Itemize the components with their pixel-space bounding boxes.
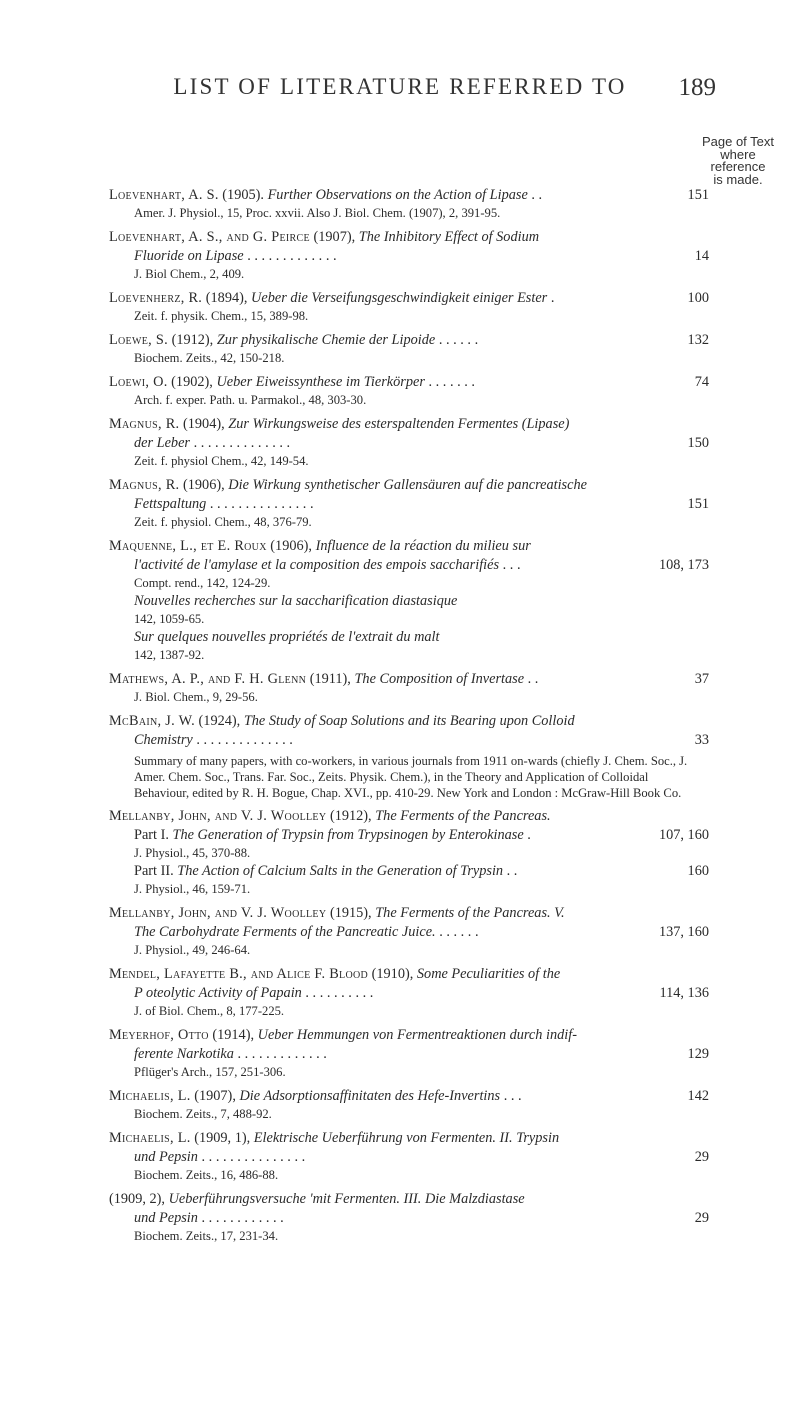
entry-author: McBain, J. W. bbox=[109, 713, 195, 729]
entry-title-continued bbox=[109, 1148, 709, 1167]
entry-source: Zeit. f. physik. Chem., 15, 389-98. bbox=[134, 309, 309, 323]
reference-entry bbox=[109, 186, 709, 222]
entry-title: The Ferments of the Pancreas. bbox=[375, 808, 551, 824]
entry-page-ref: 151 bbox=[687, 496, 709, 512]
entry-author: Loevenhart, A. S. bbox=[109, 187, 219, 203]
entry-year: (1907), bbox=[313, 229, 356, 245]
entry-author: Loewe, S. bbox=[109, 332, 168, 348]
entry-title: The Generation of Trypsin from Trypsinogen by Enterokinase bbox=[172, 827, 524, 843]
entry-author: Loevenherz, R. bbox=[109, 290, 203, 306]
entry-author: Mendel, Lafayette B., and Alice F. Blood bbox=[109, 966, 369, 982]
entry-heading bbox=[109, 186, 709, 205]
entry-author: Mathews, A. P., and F. H. Glenn bbox=[109, 671, 307, 687]
entry-page-ref: 29 bbox=[694, 1149, 709, 1165]
leader-dots: . . . . . . . . . . . . . . bbox=[193, 435, 291, 451]
leader-dots: . . . bbox=[502, 557, 521, 573]
leader-dots: . . . bbox=[503, 1088, 522, 1104]
entry-title: Zur Wirkungsweise des esterspaltenden Fermentes (Lipase) bbox=[228, 416, 570, 432]
reference-entry bbox=[109, 289, 709, 325]
entry-author: Magnus, R. bbox=[109, 416, 180, 432]
entry-author: Meyerhof, Otto bbox=[109, 1027, 209, 1043]
entry-page-ref: 74 bbox=[694, 374, 709, 390]
reference-entry bbox=[109, 965, 709, 1020]
column-note-line: Page of Text bbox=[701, 134, 775, 149]
entry-page-ref: 132 bbox=[687, 332, 709, 348]
entry-title: The Inhibitory Effect of Sodium bbox=[358, 229, 540, 245]
leader-dots: . bbox=[527, 827, 531, 843]
entry-page-ref: 129 bbox=[687, 1046, 709, 1062]
entry-heading bbox=[109, 289, 709, 308]
entry-author: Mellanby, John, and V. J. Woolley bbox=[109, 808, 327, 824]
reference-entry bbox=[109, 712, 709, 801]
entry-page-ref: 114, 136 bbox=[659, 985, 709, 1001]
part-label: Part I. bbox=[134, 827, 169, 843]
entry-heading bbox=[109, 373, 709, 392]
column-note-line: is made. bbox=[713, 171, 763, 187]
entry-author: Michaelis, L. bbox=[109, 1088, 191, 1104]
entry-title-continued bbox=[109, 556, 709, 575]
column-note-line: reference bbox=[710, 159, 766, 174]
entry-heading bbox=[109, 537, 709, 556]
entry-page-ref: 100 bbox=[687, 290, 709, 306]
page-column-note bbox=[678, 136, 798, 186]
entry-source: Biochem. Zeits., 16, 486-88. bbox=[134, 1168, 279, 1182]
entry-year: (1915), bbox=[329, 905, 372, 921]
entry-source: Biochem. Zeits., 7, 488-92. bbox=[134, 1107, 272, 1121]
entry-year: (1912), bbox=[171, 332, 214, 348]
running-header bbox=[0, 74, 800, 106]
entry-year: (1907), bbox=[194, 1088, 236, 1104]
entry-year: (1902), bbox=[171, 374, 213, 390]
leader-dots: . . . . . . . bbox=[428, 374, 475, 390]
entry-title-continued bbox=[109, 1209, 709, 1228]
entry-title-continued bbox=[109, 495, 709, 514]
entry-author: Michaelis, L. bbox=[109, 1130, 191, 1146]
entry-source: Arch. f. exper. Path. u. Parmakol., 48, 303-30. bbox=[134, 393, 367, 407]
entry-heading bbox=[109, 1190, 709, 1209]
entry-heading bbox=[109, 807, 709, 826]
reference-entry bbox=[109, 415, 709, 470]
entry-heading bbox=[109, 415, 709, 434]
entry-page-ref: 29 bbox=[694, 1210, 709, 1226]
entry-summary: Summary of many papers, with co-workers, in various journals from 1911 on-wards (chiefly J. Chem. Soc., J. Amer. Chem. Soc., Trans. Far. Soc., Zeits. Physik. Chem.), in the Theory and Application of Colloidal Behaviour, edited by R. H. Bogue, Chap. XVI., pp. 410-29. New York and London : McGraw-Hill Book Co. bbox=[134, 754, 688, 800]
reference-entry bbox=[109, 476, 709, 531]
reference-entry bbox=[109, 1026, 709, 1081]
entry-source: Compt. rend., 142, 124-29. bbox=[134, 576, 271, 590]
entry-page-ref: 33 bbox=[694, 732, 709, 748]
entry-page-ref: 160 bbox=[687, 863, 709, 879]
entry-author: Loevenhart, A. S., and G. Peirce bbox=[109, 229, 310, 245]
entry-title: Elektrische Ueberführung von Fermenten. II. Trypsin bbox=[253, 1130, 560, 1146]
entry-year: (1904), bbox=[183, 416, 225, 432]
entry-title-continued bbox=[109, 1045, 709, 1064]
entry-heading bbox=[109, 1026, 709, 1045]
reference-entry bbox=[109, 1190, 709, 1245]
entry-heading bbox=[109, 228, 709, 247]
leader-dots: . . . . . . . . . . . . . bbox=[237, 1046, 327, 1062]
leader-dots: . . . . . . bbox=[438, 332, 479, 348]
entry-title: The Composition of Invertase bbox=[354, 671, 525, 687]
entry-extra-title: Sur quelques nouvelles propriétés de l'extrait du malt bbox=[134, 629, 440, 645]
entry-year: (1914), bbox=[212, 1027, 255, 1043]
entry-title: Fettspaltung bbox=[134, 496, 207, 512]
entry-heading bbox=[109, 965, 709, 984]
entry-page-ref: 150 bbox=[687, 435, 709, 451]
page-number: 189 bbox=[678, 74, 716, 101]
leader-dots: . . bbox=[506, 863, 518, 879]
entry-author: Magnus, R. bbox=[109, 477, 180, 493]
entry-title: ferente Narkotika bbox=[134, 1046, 234, 1062]
entry-title: Ueber Eiweissynthese im Tierkörper bbox=[216, 374, 425, 390]
entry-author: Loewi, O. bbox=[109, 374, 168, 390]
reference-entry bbox=[109, 331, 709, 367]
entry-title-continued bbox=[109, 247, 709, 266]
entry-title: Die Wirkung synthetischer Gallensäuren auf die pancreatische bbox=[228, 477, 587, 493]
entry-title: Fluoride on Lipase bbox=[134, 248, 244, 264]
entry-source: J. Physiol., 45, 370-88. bbox=[134, 846, 251, 860]
leader-dots: . bbox=[550, 290, 555, 306]
leader-dots: . . . . . . bbox=[439, 924, 479, 940]
entry-title-continued bbox=[109, 923, 709, 942]
entry-title-continued bbox=[109, 984, 709, 1003]
entry-page-ref: 108, 173 bbox=[658, 557, 709, 573]
leader-dots: . . bbox=[527, 671, 539, 687]
leader-dots: . . . . . . . . . . . . . . . bbox=[201, 1149, 306, 1165]
entry-title: Ueber Hemmungen von Fermentreaktionen durch indif- bbox=[257, 1027, 577, 1043]
reference-entry bbox=[109, 670, 709, 706]
entry-title: Zur physikalische Chemie der Lipoide bbox=[216, 332, 436, 348]
reference-entry bbox=[109, 807, 709, 898]
reference-entry bbox=[109, 904, 709, 959]
entry-heading bbox=[109, 1087, 709, 1106]
leader-dots: . . . . . . . . . . . . bbox=[201, 1210, 284, 1226]
leader-dots: . . . . . . . . . . . . . . . bbox=[209, 496, 314, 512]
entry-year: (1910), bbox=[371, 966, 414, 982]
entry-title: The Study of Soap Solutions and its Bearing upon Colloid bbox=[243, 713, 575, 729]
entry-source: J. Physiol., 46, 159-71. bbox=[134, 882, 251, 896]
entry-page-ref: 142 bbox=[687, 1088, 709, 1104]
entry-heading bbox=[109, 476, 709, 495]
entry-year: (1909, 1), bbox=[194, 1130, 251, 1146]
entry-source: 142, 1059-65. bbox=[134, 612, 205, 626]
entry-title: Further Observations on the Action of Lipase bbox=[267, 187, 528, 203]
reference-entry bbox=[109, 228, 709, 283]
entry-source: Biochem. Zeits., 42, 150-218. bbox=[134, 351, 285, 365]
entry-source: Biochem. Zeits., 17, 231-34. bbox=[134, 1229, 279, 1243]
entry-title: l'activité de l'amylase et la composition des empois saccharifiés bbox=[134, 557, 500, 573]
entry-page-ref: 137, 160 bbox=[658, 924, 709, 940]
entry-title: Influence de la réaction du milieu sur bbox=[315, 538, 531, 554]
entry-source: J. Physiol., 49, 246-64. bbox=[134, 943, 251, 957]
entry-title: The Ferments of the Pancreas. V. bbox=[375, 905, 565, 921]
entry-part bbox=[109, 862, 709, 881]
entry-title: und Pepsin bbox=[134, 1149, 198, 1165]
reference-entry bbox=[109, 537, 709, 664]
entry-title-continued bbox=[109, 731, 709, 750]
entry-source: Amer. J. Physiol., 15, Proc. xxvii. Also J. Biol. Chem. (1907), 2, 391-95. bbox=[134, 206, 501, 220]
entry-year: (1906), bbox=[270, 538, 312, 554]
entry-part bbox=[109, 826, 709, 845]
entry-year: (1909, 2), bbox=[109, 1191, 165, 1207]
entry-source: 142, 1387-92. bbox=[134, 648, 205, 662]
leader-dots: . . bbox=[531, 187, 543, 203]
leader-dots: . . . . . . . . . . bbox=[305, 985, 374, 1001]
entry-extra-title: Nouvelles recherches sur la saccharification diastasique bbox=[134, 593, 458, 609]
entry-title: Die Adsorptionsaffinitaten des Hefe-Invertins bbox=[239, 1088, 501, 1104]
entry-title: P oteolytic Activity of Papain bbox=[134, 985, 302, 1001]
entry-source: Zeit. f. physiol Chem., 42, 149-54. bbox=[134, 454, 309, 468]
reference-entry bbox=[109, 373, 709, 409]
entry-title: Ueberführungsversuche 'mit Fermenten. III. Die Malzdiastase bbox=[168, 1191, 525, 1207]
entry-title: der Leber bbox=[134, 435, 190, 451]
entry-page-ref: 107, 160 bbox=[658, 827, 709, 843]
column-note-line: where bbox=[720, 146, 756, 162]
leader-dots: . . . . . . . . . . . . . . bbox=[196, 732, 293, 748]
leader-dots: . . . . . . . . . . . . . bbox=[247, 248, 337, 264]
entry-year: (1912), bbox=[329, 808, 372, 824]
entry-title: The Action of Calcium Salts in the Generation of Trypsin bbox=[177, 863, 504, 879]
entry-title: The Carbohydrate Ferments of the Pancreatic Juice. bbox=[134, 924, 436, 940]
entry-title: und Pepsin bbox=[134, 1210, 198, 1226]
entry-author: Maquenne, L., et E. Roux bbox=[109, 538, 267, 554]
entry-title: Chemistry bbox=[134, 732, 193, 748]
reference-entry bbox=[109, 1087, 709, 1123]
entry-year: (1911), bbox=[309, 671, 351, 687]
entry-page-ref: 151 bbox=[687, 187, 709, 203]
entry-source: Pflüger's Arch., 157, 251-306. bbox=[134, 1065, 286, 1079]
entry-heading bbox=[109, 670, 709, 689]
entry-title: Some Peculiarities of the bbox=[416, 966, 561, 982]
entry-heading bbox=[109, 712, 709, 731]
entry-page-ref: 37 bbox=[694, 671, 709, 687]
entry-title: Ueber die Verseifungsgeschwindigkeit einiger Ester bbox=[251, 290, 548, 306]
entry-year: (1894), bbox=[205, 290, 248, 306]
entry-heading bbox=[109, 1129, 709, 1148]
entry-source: J. Biol. Chem., 9, 29-56. bbox=[134, 690, 258, 704]
entry-heading bbox=[109, 904, 709, 923]
entry-source: J. of Biol. Chem., 8, 177-225. bbox=[134, 1004, 285, 1018]
entry-author: Mellanby, John, and V. J. Woolley bbox=[109, 905, 327, 921]
running-title: LIST OF LITERATURE REFERRED TO bbox=[173, 74, 627, 99]
entry-title-continued bbox=[109, 434, 709, 453]
entry-year: (1905). bbox=[222, 187, 264, 203]
entry-year: (1906), bbox=[183, 477, 225, 493]
reference-list bbox=[109, 186, 709, 1251]
reference-entry bbox=[109, 1129, 709, 1184]
entry-source: Zeit. f. physiol. Chem., 48, 376-79. bbox=[134, 515, 312, 529]
entry-year: (1924), bbox=[198, 713, 241, 729]
part-label: Part II. bbox=[134, 863, 174, 879]
entry-heading bbox=[109, 331, 709, 350]
entry-source: J. Biol Chem., 2, 409. bbox=[134, 267, 245, 281]
entry-page-ref: 14 bbox=[694, 248, 709, 264]
